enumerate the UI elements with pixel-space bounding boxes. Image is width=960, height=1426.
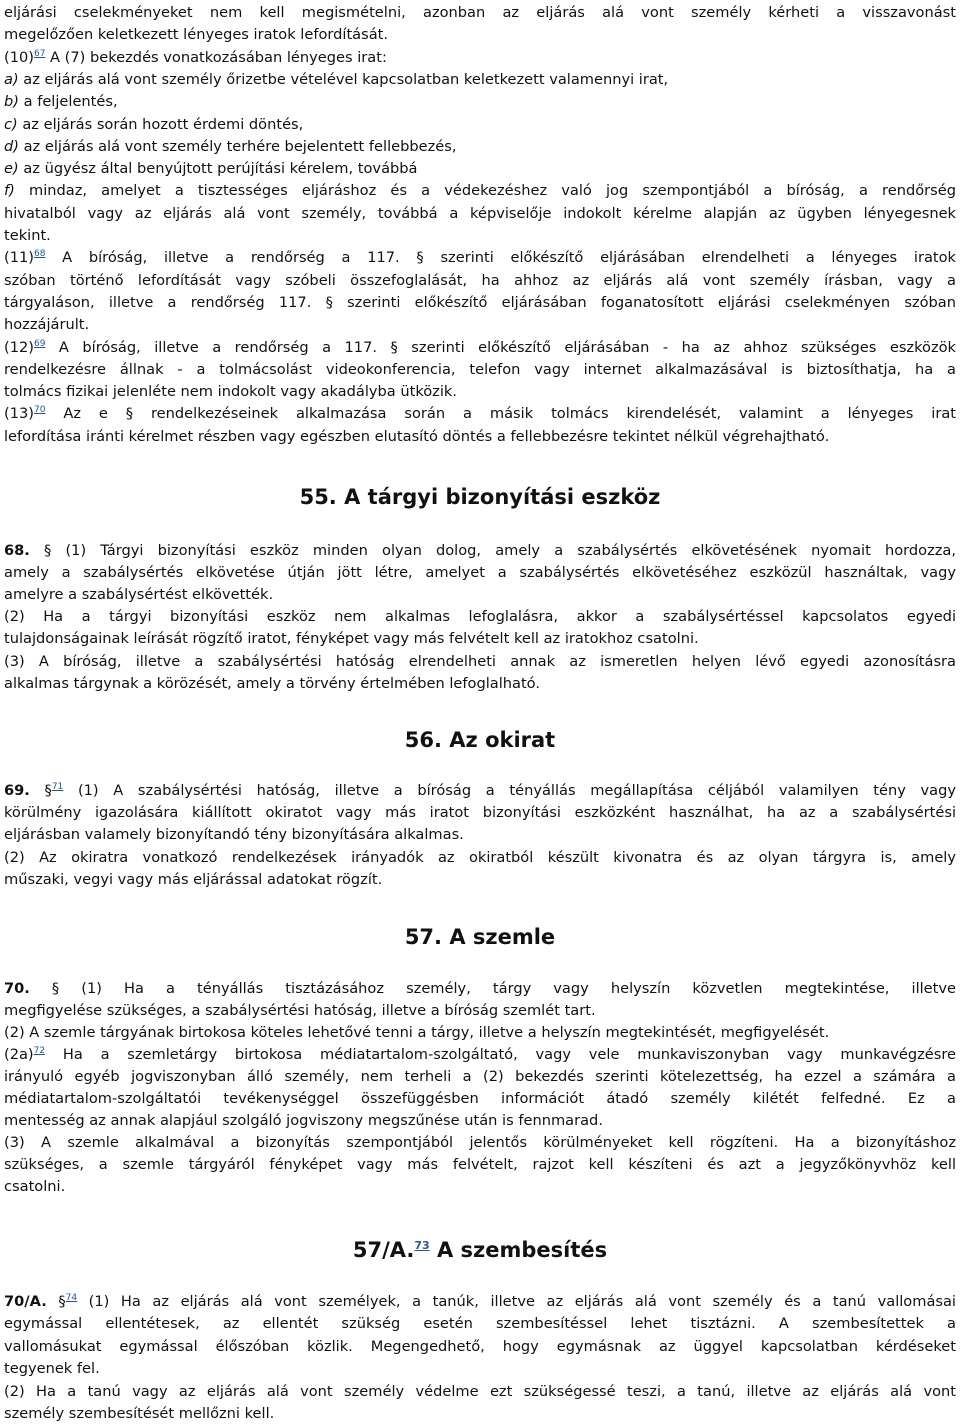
line-text: amely a szabálysértés elkövetése útján jött létre, amelyet a szabálysértés elkövetéséhez eszközül használtak, vagy — [4, 564, 956, 581]
text-line — [4, 136, 956, 158]
footnote-link[interactable]: 67 — [33, 49, 46, 60]
text-line — [4, 292, 956, 314]
line-text: Az e § rendelkezéseinek alkalmazása során a másik tolmács kirendelését, valamint a lényeges irat — [45, 405, 956, 422]
text-line — [4, 1291, 956, 1313]
line-text: (1) A szabálysértési hatóság, illetve a bíróság a tényállás megállapítása céljából valamilyen tény vagy — [63, 782, 957, 799]
line-text: hivatalból vagy az eljárás alá vont személy, továbbá a képviselője indokolt kérelme alapján az ügyben lényegesnek — [4, 205, 956, 222]
paragraph-number: (10) — [4, 49, 34, 66]
text-line — [4, 1403, 956, 1425]
footnote-link[interactable]: 68 — [33, 249, 46, 260]
line-text: az eljárás alá vont személy terhére bejelentett fellebbezés, — [18, 138, 457, 155]
footnote-link[interactable]: 73 — [414, 1239, 430, 1252]
text-line — [4, 1000, 956, 1022]
line-text: (3) A szemle alkalmával a bizonyítás szempontjából jelentős körülményeket kell rögzíteni. Ha a bizonyításhoz — [4, 1134, 956, 1151]
text-line — [4, 1381, 956, 1403]
text-line — [4, 1336, 956, 1358]
line-text: § (1) Ha a tényállás tisztázásához személy, tárgy vagy helyszín közvetlen megtekintése, illetve — [29, 980, 956, 997]
text-line — [4, 180, 956, 202]
line-text: eljárási cselekményeket nem kell megismételni, azonban az eljárás alá vont személy kérheti a visszavonást — [4, 4, 956, 21]
line-text: eljárásban valamely bizonyítandó tény bizonyítására alkalmas. — [4, 826, 464, 843]
section-heading: 55. A tárgyi bizonyítási eszköz — [299, 485, 661, 509]
line-text: tekint. — [4, 227, 51, 244]
line-text: § — [46, 1293, 66, 1310]
line-text: csatolni. — [4, 1178, 66, 1195]
text-line — [4, 1110, 956, 1132]
line-text: személy szembesítését mellőzni kell. — [4, 1405, 275, 1422]
paragraph-number: (13) — [4, 405, 34, 422]
line-text: a feljelentés, — [18, 93, 118, 110]
list-marker: d) — [4, 138, 19, 155]
line-text: az eljárás során hozott érdemi döntés, — [17, 116, 304, 133]
line-text: szükséges, a szemle tárgyáról fényképet vagy más felvételt, rajzot kell készíteni és azt a jegyzőkönyvhöz kell — [4, 1156, 956, 1173]
line-text: szóban történő lefordítását vagy szóbeli összefoglalását, ha ahhoz az eljárás alá vont személy írásban, vagy a — [4, 272, 956, 289]
text-line — [4, 91, 956, 113]
text-line — [4, 114, 956, 136]
heading-number: 57/A. — [352, 1238, 415, 1262]
text-line — [4, 359, 956, 381]
text-line — [4, 847, 956, 869]
text-line — [4, 1022, 956, 1044]
line-text: lefordítása iránti kérelmet részben vagy egészben elutasító döntés a fellebbezésre tekintet nélkül végrehajtható. — [4, 428, 830, 445]
section-heading — [0, 1237, 960, 1263]
footnote-link[interactable]: 69 — [33, 339, 46, 350]
line-text: (2) A szemle tárgyának birtokosa köteles lehetővé tenni a tárgy, illetve a helyszín megtekintését, megfigyelését. — [4, 1024, 830, 1041]
text-line — [4, 869, 956, 891]
text-line — [4, 1358, 956, 1380]
footnote-link[interactable]: 74 — [65, 1293, 78, 1304]
section-number: 68. — [4, 542, 30, 559]
text-line — [4, 824, 956, 846]
line-text: (2) Ha a tárgyi bizonyítási eszköz nem alkalmas lefoglalásra, akkor a szabálysértéssel kapcsolatos egyedi — [4, 608, 956, 625]
line-text: (3) A bíróság, illetve a szabálysértési hatóság elrendelheti annak az ismeretlen helyen lévő egyedi azonosításra — [4, 653, 956, 670]
line-text: tolmács fizikai jelenléte nem indokolt vagy akadályba ütközik. — [4, 383, 457, 400]
text-line — [4, 158, 956, 180]
line-text: A (7) bekezdés vonatkozásában lényeges irat: — [45, 49, 387, 66]
list-marker: c) — [4, 116, 18, 133]
text-line — [4, 403, 956, 425]
line-text: mentesség az annak alapjául szolgáló jogviszony megszűnése után is fennmarad. — [4, 1112, 603, 1129]
list-marker: e) — [4, 160, 19, 177]
text-line — [4, 562, 956, 584]
text-line — [4, 2, 956, 24]
line-text: (1) Ha az eljárás alá vont személyek, a tanúk, illetve az eljárás alá vont személy és a tanú vallomásai — [77, 1293, 956, 1310]
section-heading: 56. Az okirat — [404, 728, 556, 752]
text-line — [4, 978, 956, 1000]
list-marker: b) — [4, 93, 19, 110]
line-text: (2) Az okiratra vonatkozó rendelkezések irányadók az okiratból készült kivonatra és az olyan tárgyra is, amely — [4, 849, 956, 866]
text-line — [4, 1044, 956, 1066]
text-line — [4, 69, 956, 91]
text-line — [4, 1176, 956, 1198]
line-text: mindaz, amelyet a tisztességes eljáráshoz és a védekezéshez való jog szempontjából a bíróság, a rendőrség — [14, 182, 956, 199]
text-line — [4, 780, 956, 802]
line-text: tegyenek fel. — [4, 1360, 100, 1377]
line-text: § (1) Tárgyi bizonyítási eszköz minden olyan dolog, amely a szabálysértés elkövetésének nyomait hordozza, — [29, 542, 956, 559]
line-text: irányuló egyéb jogviszonyban álló személy, nem terheli a (2) bekezdés szerinti kötelezettség, ha ezzel a számára a — [4, 1068, 956, 1085]
list-marker: f) — [4, 182, 15, 199]
line-text: § — [29, 782, 52, 799]
text-line — [4, 651, 956, 673]
line-text: tulajdonságainak leírását rögzítő iratot, fényképet vagy más felvételt kell az iratokhoz csatolni. — [4, 630, 699, 647]
text-line — [4, 337, 956, 359]
text-line — [4, 314, 956, 336]
list-marker: a) — [4, 71, 19, 88]
line-text: A bíróság, illetve a rendőrség a 117. § szerinti előkészítő eljárásában elrendelheti a lényeges iratok — [45, 249, 956, 266]
line-text: médiatartalom-szolgáltatói tevékenységgel összefüggésben információt átadó személy kilétét felfedné. Ez a — [4, 1090, 956, 1107]
heading-title: A szembesítés — [429, 1238, 608, 1262]
line-text: az ügyész által benyújtott perújítási kérelem, továbbá — [18, 160, 418, 177]
text-line — [4, 628, 956, 650]
line-text: (2) Ha a tanú vagy az eljárás alá vont személy védelme ezt szükségessé teszi, a tanú, illetve az eljárás alá vont — [4, 1383, 956, 1400]
text-line — [4, 381, 956, 403]
footnote-link[interactable]: 72 — [33, 1046, 46, 1057]
section-number: 70. — [4, 980, 30, 997]
line-text: megfigyelése szükséges, a szabálysértési hatóság, illetve a bíróság szemlét tart. — [4, 1002, 596, 1019]
line-text: Ha a szemletárgy birtokosa médiatartalom-szolgáltató, vagy vele munkaviszonyban vagy munkavégzésre — [45, 1046, 956, 1063]
line-text: amelyre a szabálysértést elkövették. — [4, 586, 274, 603]
text-line — [4, 270, 956, 292]
line-text: hozzájárult. — [4, 316, 90, 333]
text-line — [4, 24, 956, 46]
line-text: műszaki, vegyi vagy más eljárással adatokat rögzít. — [4, 871, 383, 888]
text-line — [4, 247, 956, 269]
text-line — [4, 584, 956, 606]
text-line — [4, 1132, 956, 1154]
text-line — [4, 203, 956, 225]
section-number: 69. — [4, 782, 30, 799]
text-line — [4, 540, 956, 562]
line-text: rendelkezésre állnak - a tolmácsolást videokonferencia, telefon vagy internet alkalmazásával is biztosíthatja, ha a — [4, 361, 956, 378]
text-line — [4, 802, 956, 824]
paragraph-number: (12) — [4, 339, 34, 356]
paragraph-number: (2a) — [4, 1046, 34, 1063]
line-text: tárgyaláson, illetve a rendőrség 117. § szerinti előkészítő eljárásában foganatosított eljárási cselekményen szóban — [4, 294, 956, 311]
line-text: az eljárás alá vont személy őrizetbe vételével kapcsolatban keletkezett valamennyi irat, — [18, 71, 669, 88]
paragraph-number: (11) — [4, 249, 34, 266]
line-text: egymással ellentétesek, az ellentét szükség esetén szembesítéssel lehet tisztázni. A szembesítettek a — [4, 1315, 956, 1332]
text-line — [4, 47, 956, 69]
text-line — [4, 1088, 956, 1110]
footnote-link[interactable]: 71 — [51, 782, 64, 793]
text-line — [4, 1154, 956, 1176]
text-line — [4, 1313, 956, 1335]
text-line — [4, 673, 956, 695]
line-text: A bíróság, illetve a rendőrség a 117. § szerinti előkészítő eljárásában - ha az ahhoz szükséges eszközök — [45, 339, 956, 356]
section-heading: 57. A szemle — [404, 925, 556, 949]
text-line — [4, 1066, 956, 1088]
section-number: 70/A. — [4, 1293, 47, 1310]
text-line — [4, 606, 956, 628]
line-text: alkalmas tárgynak a körözését, amely a törvény értelmében lefoglalható. — [4, 675, 540, 692]
footnote-link[interactable]: 70 — [33, 405, 46, 416]
line-text: megelőzően keletkezett lényeges iratok lefordítását. — [4, 26, 389, 43]
line-text: vallomásukat egymással élőszóban közlik. Megengedhető, hogy egymásnak az üggyel kapcsolatban kérdéseket — [4, 1338, 956, 1355]
text-line — [4, 225, 956, 247]
text-line — [4, 426, 956, 448]
line-text: körülmény igazolására kiállított okiratot vagy más iratot bizonyítási eszközként használhat, ha az a szabálysértési — [4, 804, 956, 821]
